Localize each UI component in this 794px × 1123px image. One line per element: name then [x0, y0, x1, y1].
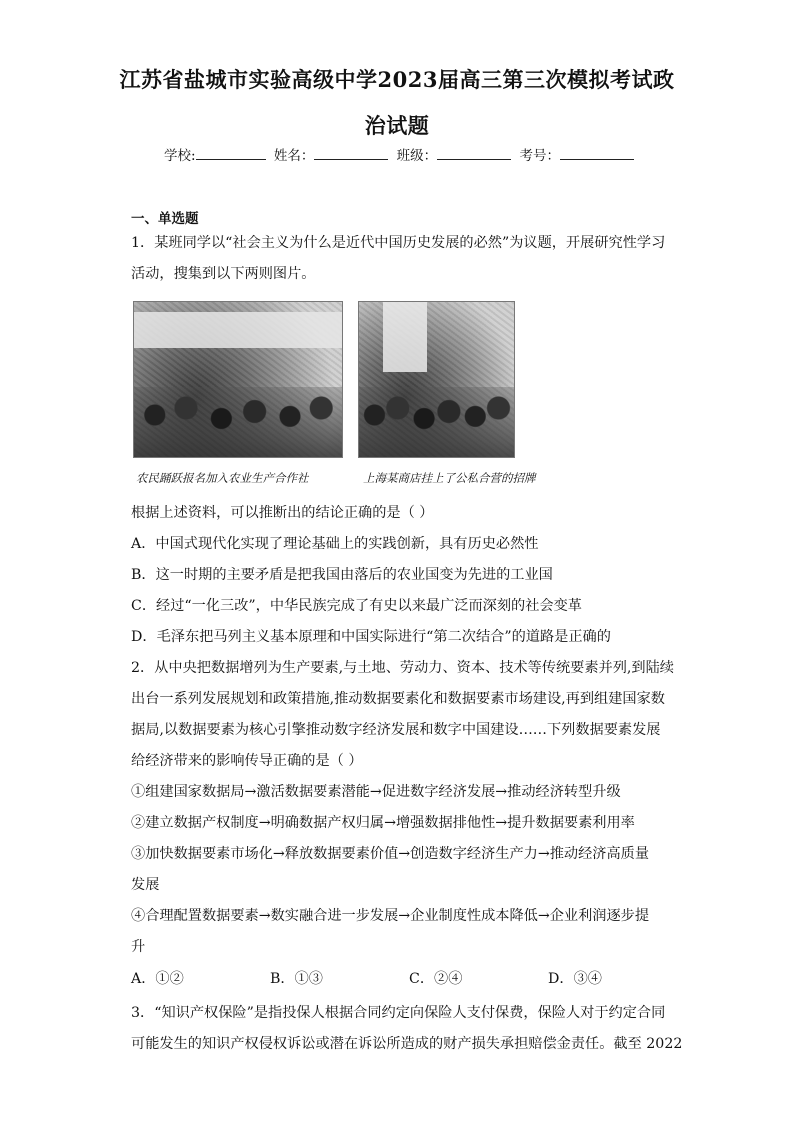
q2-line2: 出台一系列发展规划和政策措施,推动数据要素化和数据要素市场建设,再到组建国家数 [131, 691, 665, 707]
q2-choice-a: A．①② [131, 971, 184, 987]
q2-choice-b: B．①③ [270, 971, 323, 987]
photo-shop-sign [358, 301, 515, 458]
school-blank[interactable] [196, 147, 266, 160]
name-label: 姓名： [273, 148, 315, 164]
q2-item3a: ③加快数据要素市场化→释放数据要素价值→创造数字经济生产力→推动经济高质量 [131, 846, 650, 862]
q1-line1: 1．某班同学以“社会主义为什么是近代中国历史发展的必然”为议题，开展研究性学习 [131, 235, 666, 251]
school-label: 学校: [164, 148, 196, 164]
q1-line2: 活动，搜集到以下两则图片。 [131, 266, 316, 282]
q3-line1: 3．“知识产权保险”是指投保人根据合同约定向保险人支付保费，保险人对于约定合同 [131, 1005, 666, 1021]
photo-sign [383, 302, 427, 372]
number-label: 考号： [519, 148, 560, 164]
q2-choice-d: D．③④ [548, 971, 602, 987]
q2-item4b: 升 [131, 939, 146, 955]
photo-crowd [134, 387, 342, 457]
photo-cooperative [133, 301, 343, 458]
q1-option-d: D．毛泽东把马列主义基本原理和中国实际进行“第二次结合”的道路是正确的 [131, 629, 611, 645]
q2-line1: 2．从中央把数据增列为生产要素,与土地、劳动力、资本、技术等传统要素并列,到陆续 [131, 660, 674, 676]
q2-item1: ①组建国家数据局→激活数据要素潜能→促进数字经济发展→推动经济转型升级 [131, 784, 621, 800]
q2-line3: 据局,以数据要素为核心引擎推动数字经济发展和数字中国建设……下列数据要素发展 [131, 722, 661, 738]
q1-option-b: B．这一时期的主要矛盾是把我国由落后的农业国变为先进的工业国 [131, 567, 553, 583]
exam-title-line1: 江苏省盐城市实验高级中学2023届高三第三次模拟考试政 [119, 67, 675, 92]
q1-option-a: A．中国式现代化实现了理论基础上的实践创新，具有历史必然性 [131, 536, 539, 552]
q2-item2: ②建立数据产权制度→明确数据产权归属→增强数据排他性→提升数据要素利用率 [131, 815, 635, 831]
q3-line2: 可能发生的知识产权侵权诉讼或潜在诉讼所造成的财产损失承担赔偿金责任。截至 2022 [131, 1036, 683, 1052]
photo-caption-1: 农民踊跃报名加入农业生产合作社 [136, 471, 309, 485]
photo-crowd [359, 387, 514, 457]
number-blank[interactable] [560, 147, 634, 160]
class-blank[interactable] [437, 147, 511, 160]
exam-title-line2: 治试题 [364, 113, 430, 138]
name-blank[interactable] [314, 147, 388, 160]
q2-item3b: 发展 [131, 877, 160, 893]
class-label: 班级： [396, 148, 438, 164]
student-info-fields [164, 144, 638, 164]
section-heading: 一、单选题 [131, 211, 199, 227]
photo-caption-2: 上海某商店挂上了公私合营的招牌 [363, 471, 536, 485]
q1-stem: 根据上述资料，可以推断出的结论正确的是（ ） [131, 505, 434, 521]
q2-choice-c: C．②④ [409, 971, 463, 987]
q1-option-c: C．经过“一化三改”，中华民族完成了有史以来最广泛而深刻的社会变革 [131, 598, 582, 614]
q2-item4a: ④合理配置数据要素→数实融合进一步发展→企业制度性成本降低→企业利润逐步提 [131, 908, 650, 924]
q2-line4: 给经济带来的影响传导正确的是（ ） [131, 753, 363, 769]
photo-banner [134, 312, 342, 348]
